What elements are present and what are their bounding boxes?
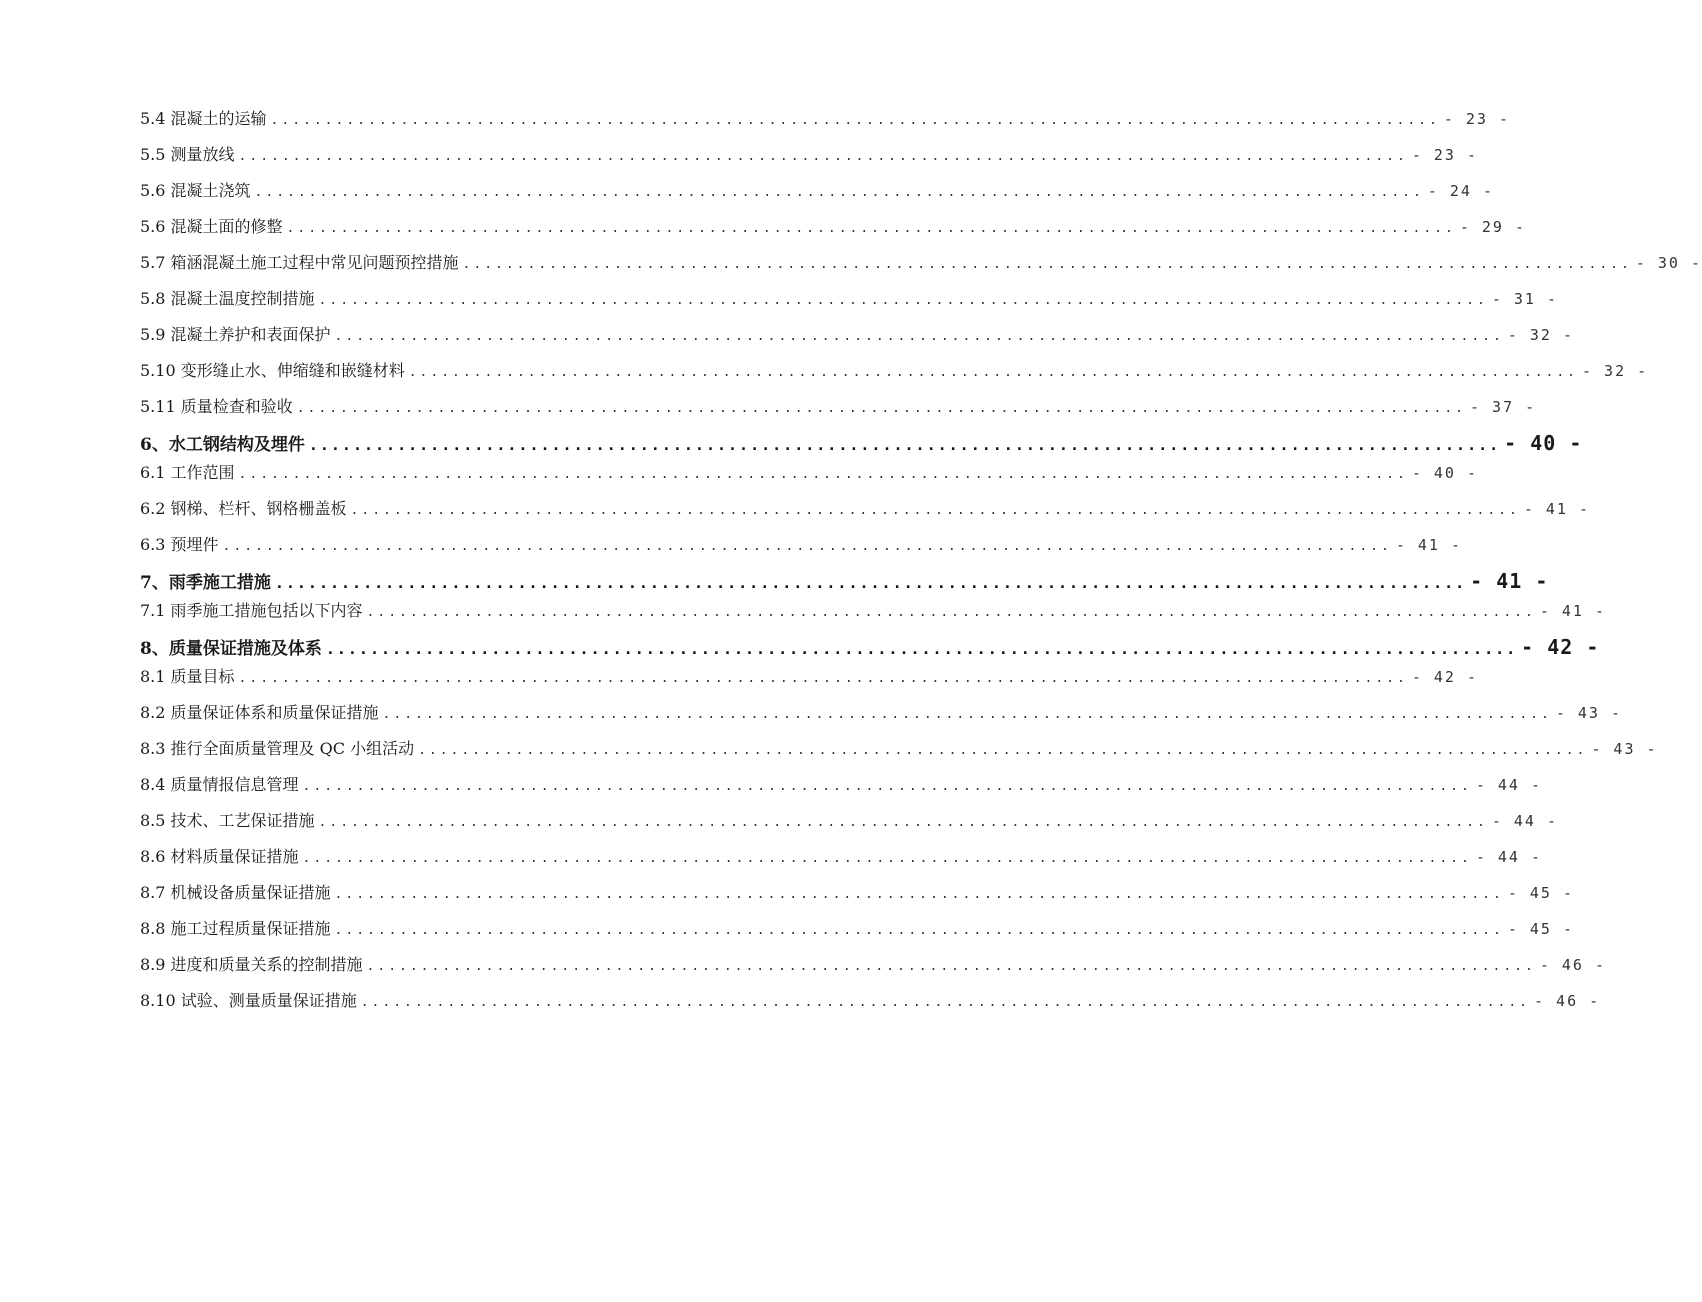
- toc-entry[interactable]: [140, 700, 1623, 736]
- toc-chapter-page: - 42 -: [1521, 635, 1600, 659]
- toc-entry-label: 5.8 混凝土温度控制措施: [140, 289, 315, 308]
- toc-entry-page: - 42 -: [1411, 668, 1479, 686]
- dot-leader: ............................................................................................................: [270, 113, 1440, 128]
- toc-entry[interactable]: [140, 496, 1591, 532]
- dot-leader: ............................................................................................................: [462, 257, 1632, 272]
- dot-leader: ............................................................................................................: [238, 671, 1408, 686]
- toc-entry-page: - 32 -: [1582, 362, 1649, 380]
- dot-leader: ............................................................................................................: [408, 365, 1578, 380]
- toc-chapter-entry[interactable]: [140, 568, 1549, 598]
- toc-entry[interactable]: [140, 358, 1649, 394]
- toc-entry-label: 5.4 混凝土的运输: [140, 109, 267, 128]
- toc-entry-page: - 30 -: [1635, 254, 1702, 272]
- toc-entry[interactable]: [140, 808, 1559, 844]
- toc-chapter-label: 7、雨季施工措施: [140, 573, 271, 593]
- dot-leader: ............................................................................................................: [286, 221, 1456, 236]
- toc-entry-page: - 41 -: [1395, 536, 1463, 554]
- dot-leader: ............................................................................................................: [296, 401, 1466, 416]
- toc-entry-label: 8.4 质量情报信息管理: [140, 775, 299, 794]
- toc-entry-page: - 41 -: [1523, 500, 1591, 518]
- toc-entry-page: - 46 -: [1534, 992, 1601, 1010]
- toc-entry[interactable]: [140, 178, 1495, 214]
- toc-entry-label: 8.9 进度和质量关系的控制措施: [140, 955, 363, 974]
- toc-entry[interactable]: [140, 460, 1479, 496]
- toc-entry[interactable]: [140, 106, 1511, 142]
- toc-entry[interactable]: [140, 988, 1601, 1024]
- dot-leader: ............................................................................................................: [254, 185, 1424, 200]
- dot-leader: ............................................................................................................: [274, 574, 1467, 592]
- dot-leader: ............................................................................................................: [318, 293, 1488, 308]
- toc-chapter-entry[interactable]: [140, 430, 1583, 460]
- toc-entry-label: 8.6 材料质量保证措施: [140, 847, 299, 866]
- toc-entry-page: - 24 -: [1427, 182, 1495, 200]
- toc-entry-label: 5.6 混凝土面的修整: [140, 217, 283, 236]
- dot-leader: ............................................................................................................: [366, 959, 1536, 974]
- dot-leader: ............................................................................................................: [418, 743, 1588, 758]
- dot-leader: ............................................................................................................: [334, 329, 1504, 344]
- toc-entry[interactable]: [140, 736, 1658, 772]
- toc-entry-page: - 43 -: [1555, 704, 1623, 722]
- toc-entry-page: - 29 -: [1459, 218, 1527, 236]
- toc-entry-page: - 43 -: [1591, 740, 1658, 758]
- dot-leader: ............................................................................................................: [334, 887, 1504, 902]
- toc-entry-label: 5.11 质量检查和验收: [140, 397, 293, 416]
- toc-entry[interactable]: [140, 916, 1575, 952]
- toc-entry[interactable]: [140, 250, 1702, 286]
- toc-entry[interactable]: [140, 394, 1537, 430]
- dot-leader: ............................................................................................................: [318, 815, 1488, 830]
- toc-entry-label: 8.8 施工过程质量保证措施: [140, 919, 331, 938]
- toc-entry-label: 8.1 质量目标: [140, 667, 235, 686]
- toc-entry-label: 5.7 箱涵混凝土施工过程中常见问题预控措施: [140, 253, 459, 272]
- toc-entry-label: 8.7 机械设备质量保证措施: [140, 883, 331, 902]
- dot-leader: ............................................................................................................: [325, 640, 1518, 658]
- toc-entry-label: 8.2 质量保证体系和质量保证措施: [140, 703, 379, 722]
- table-of-contents: [140, 106, 1702, 1024]
- toc-entry-label: 8.3 推行全面质量管理及 QC 小组活动: [140, 739, 415, 758]
- toc-entry[interactable]: [140, 664, 1479, 700]
- toc-entry[interactable]: [140, 598, 1607, 634]
- toc-entry[interactable]: [140, 772, 1543, 808]
- toc-entry[interactable]: [140, 322, 1575, 358]
- toc-chapter-entry[interactable]: [140, 634, 1600, 664]
- toc-entry-label: 8.10 试验、测量质量保证措施: [140, 991, 357, 1010]
- toc-entry[interactable]: [140, 880, 1575, 916]
- dot-leader: ............................................................................................................: [308, 436, 1501, 454]
- dot-leader: ............................................................................................................: [350, 503, 1520, 518]
- toc-entry-page: - 32 -: [1507, 326, 1575, 344]
- dot-leader: ............................................................................................................: [222, 539, 1392, 554]
- toc-entry-label: 5.10 变形缝止水、伸缩缝和嵌缝材料: [140, 361, 405, 380]
- toc-chapter-page: - 41 -: [1470, 569, 1549, 593]
- toc-entry-page: - 23 -: [1411, 146, 1479, 164]
- toc-entry-page: - 37 -: [1470, 398, 1537, 416]
- toc-entry-label: 5.6 混凝土浇筑: [140, 181, 251, 200]
- toc-entry-page: - 41 -: [1539, 602, 1607, 620]
- dot-leader: ............................................................................................................: [302, 851, 1472, 866]
- toc-entry[interactable]: [140, 214, 1527, 250]
- toc-entry-page: - 45 -: [1507, 884, 1575, 902]
- toc-entry[interactable]: [140, 532, 1463, 568]
- toc-entry[interactable]: [140, 286, 1559, 322]
- toc-entry-page: - 44 -: [1475, 776, 1543, 794]
- toc-chapter-label: 6、水工钢结构及埋件: [140, 435, 305, 455]
- toc-entry-page: - 46 -: [1539, 956, 1607, 974]
- toc-entry-label: 6.1 工作范围: [140, 463, 235, 482]
- toc-entry-label: 6.3 预埋件: [140, 535, 219, 554]
- toc-chapter-page: - 40 -: [1504, 431, 1583, 455]
- dot-leader: ............................................................................................................: [360, 995, 1530, 1010]
- dot-leader: ............................................................................................................: [382, 707, 1552, 722]
- toc-entry-page: - 23 -: [1443, 110, 1511, 128]
- dot-leader: ............................................................................................................: [238, 149, 1408, 164]
- dot-leader: ............................................................................................................: [334, 923, 1504, 938]
- toc-entry-page: - 31 -: [1491, 290, 1559, 308]
- toc-entry-label: 8.5 技术、工艺保证措施: [140, 811, 315, 830]
- toc-entry-label: 5.5 测量放线: [140, 145, 235, 164]
- toc-entry-page: - 45 -: [1507, 920, 1575, 938]
- dot-leader: ............................................................................................................: [302, 779, 1472, 794]
- toc-chapter-label: 8、质量保证措施及体系: [140, 639, 322, 659]
- toc-entry-page: - 44 -: [1475, 848, 1543, 866]
- dot-leader: ............................................................................................................: [366, 605, 1536, 620]
- toc-entry-page: - 44 -: [1491, 812, 1559, 830]
- toc-entry[interactable]: [140, 844, 1543, 880]
- toc-entry-label: 6.2 钢梯、栏杆、钢格栅盖板: [140, 499, 347, 518]
- toc-entry[interactable]: [140, 142, 1479, 178]
- toc-entry-page: - 40 -: [1411, 464, 1479, 482]
- toc-entry-label: 7.1 雨季施工措施包括以下内容: [140, 601, 363, 620]
- toc-entry[interactable]: [140, 952, 1607, 988]
- toc-entry-label: 5.9 混凝土养护和表面保护: [140, 325, 331, 344]
- dot-leader: ............................................................................................................: [238, 467, 1408, 482]
